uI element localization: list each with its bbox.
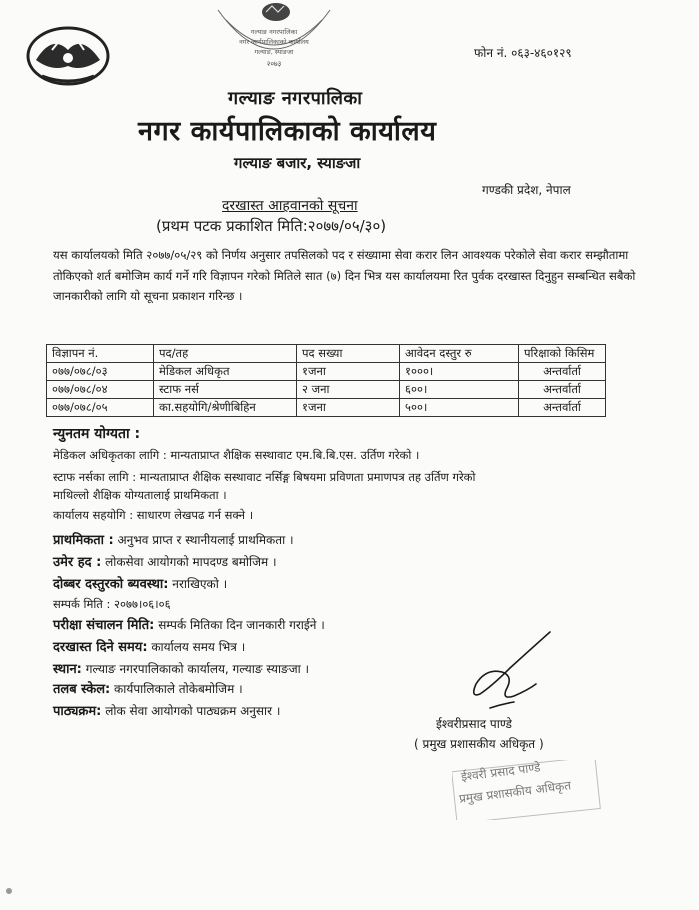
cell-ad-number: ०७७/०७८/०५ [47, 399, 154, 417]
cell-count: २ जना [297, 381, 400, 399]
vacancy-table [46, 344, 606, 417]
detail-exam-label: परीक्षा संचालन मिति: [53, 618, 155, 633]
qualifications-heading: न्युनतम योग्यता : [53, 426, 141, 442]
table-row [47, 381, 606, 399]
table-header-row [47, 345, 606, 363]
col-header-post: पद/तह [154, 345, 297, 363]
office-address: गल्याङ बजार, स्याङजा [234, 154, 361, 172]
cell-count: १जना [297, 363, 400, 381]
cell-post: मेडिकल अधिकृत [154, 363, 297, 381]
svg-text:गल्याङ, स्याङजा: गल्याङ, स्याङजा [254, 48, 294, 56]
detail-contact-date: सम्पर्क मिति : २०७७।०६।०६ [53, 597, 171, 611]
cell-count: १जना [297, 399, 400, 417]
stamp-title: प्रमुख प्रशासकीय अधिकृत [458, 778, 572, 806]
svg-text:२०७३: २०७३ [266, 60, 282, 68]
detail-submission-time [53, 637, 245, 655]
detail-syllabus [53, 701, 280, 719]
detail-priority-label: प्राथमिकता : [53, 533, 114, 548]
cell-fee: १०००। [400, 363, 519, 381]
detail-time-label: दरखास्त दिने समय: [53, 640, 148, 655]
stamp-name: ईश्वरी प्रसाद पाण्डे [460, 760, 542, 784]
detail-age-label: उमेर हद : [53, 555, 102, 570]
signatory-name: ईश्वरीप्रसाद पाण्डे [436, 717, 512, 731]
province-name: गण्डकी प्रदेश, नेपाल [482, 183, 571, 197]
detail-salary-scale [53, 679, 243, 697]
qualification-office-assistant: कार्यालय सहयोगि : साधारण लेखपढ गर्न सक्ने । [53, 508, 254, 522]
detail-exam-date [53, 615, 325, 633]
detail-age-limit [53, 552, 277, 570]
table-row [47, 399, 606, 417]
svg-text:नगर कार्यपालिकाको कार्यालय: नगर कार्यपालिकाको कार्यालय [239, 38, 309, 46]
detail-salary-label: तलब स्केल: [53, 682, 111, 697]
detail-place [53, 659, 309, 677]
office-seal [216, 0, 332, 84]
handwritten-signature [462, 628, 556, 718]
scan-mark [4, 884, 14, 898]
office-name: नगर कार्यपालिकाको कार्यालय [138, 116, 437, 147]
municipality-name: गल्याङ नगरपालिका [228, 88, 363, 109]
col-header-exam-type: परिक्षाको किसिम [519, 345, 606, 363]
detail-double-fee [53, 574, 227, 592]
nepal-emblem-logo [22, 20, 114, 88]
detail-time-value: कार्यालय समय भित्र । [147, 640, 246, 654]
detail-priority-value: अनुभव प्राप्त र स्थानीयलाई प्राथमिकता । [113, 533, 294, 547]
detail-double-label: दोब्बर दस्तुरको ब्यवस्था: [53, 577, 169, 592]
qualification-staff-nurse-cont: माथिल्लो शैक्षिक योग्यतालाई प्राथमिकता । [53, 488, 227, 502]
col-header-count: पद सख्या [297, 345, 400, 363]
table-row [47, 363, 606, 381]
cell-ad-number: ०७७/०७८/०३ [47, 363, 154, 381]
detail-salary-value: कार्यपालिकाले तोकेबमोजिम । [110, 682, 243, 696]
detail-place-label: स्थान: [53, 662, 82, 677]
detail-syllabus-value: लोक सेवा आयोगको पाठ्यक्रम अनुसार । [101, 704, 281, 718]
col-header-ad-number: विज्ञापन नं. [47, 345, 154, 363]
phone-number: फोन नं. ०६३-४६०१२९ [474, 46, 572, 60]
detail-place-value: गल्याङ नगरपालिकाको कार्यालय, गल्याङ स्याङजा । [81, 662, 310, 676]
cell-ad-number: ०७७/०७८/०४ [47, 381, 154, 399]
detail-double-value: नराखिएको । [168, 577, 228, 591]
cell-exam-type: अन्तर्वार्ता [519, 399, 606, 417]
detail-priority [53, 530, 294, 548]
cell-post: स्टाफ नर्स [154, 381, 297, 399]
cell-fee: ५००। [400, 399, 519, 417]
notice-title: दरखास्त आहवानको सूचना [222, 198, 358, 214]
signatory-title: ( प्रमुख प्रशासकीय अधिकृत ) [414, 737, 544, 751]
detail-age-value: लोकसेवा आयोगको मापदण्ड बमोजिम । [101, 555, 277, 569]
cell-exam-type: अन्तर्वार्ता [519, 363, 606, 381]
col-header-fee: आवेदन दस्तुर रु [400, 345, 519, 363]
publication-date: (प्रथम पटक प्रकाशित मिति:२०७७/०५/३०) [156, 217, 387, 235]
cell-exam-type: अन्तर्वार्ता [519, 381, 606, 399]
detail-syllabus-label: पाठ्यक्रम: [53, 704, 102, 719]
qualification-medical: मेडिकल अधिकृतका लागि : मान्यताप्राप्त शैक्षिक सस्थावाट एम.बि.बि.एस. उर्तिण गरेको । [53, 448, 420, 462]
notice-intro-paragraph: यस कार्यालयको मिति २०७७/०५/२९ को निर्णय अनुसार तपसिलको पद र संख्यामा सेवा करार लिन आवश्यक परेकोले सेवा करार सम्झौतामा तोकिएको शर्त बमोजिम कार्य गर्ने गरि विज्ञापन गरेको मितिले सात (७) दिन भित्र यस कार्यालयमा रित पुर्वक दरखास्त दिनुहुन सम्बन्धित सबैको जानकारीको लागि यो सूचना प्रकाशन गरिन्छ । [53, 248, 636, 303]
cell-fee: ६००। [400, 381, 519, 399]
qualification-staff-nurse: स्टाफ नर्सका लागि : मान्यताप्राप्त शैक्षिक सस्थावाट नर्सिङ्ग बिषयमा प्रविणता प्रमाणपत्र तह उर्तिण गरेको [53, 470, 476, 484]
svg-text:गल्याङ नगरपालिका: गल्याङ नगरपालिका [250, 28, 298, 36]
detail-exam-value: सम्पर्क मितिका दिन जानकारी गराईने । [154, 618, 325, 632]
cell-post: का.सहयोगि/श्रेणीबिहिन [154, 399, 297, 417]
